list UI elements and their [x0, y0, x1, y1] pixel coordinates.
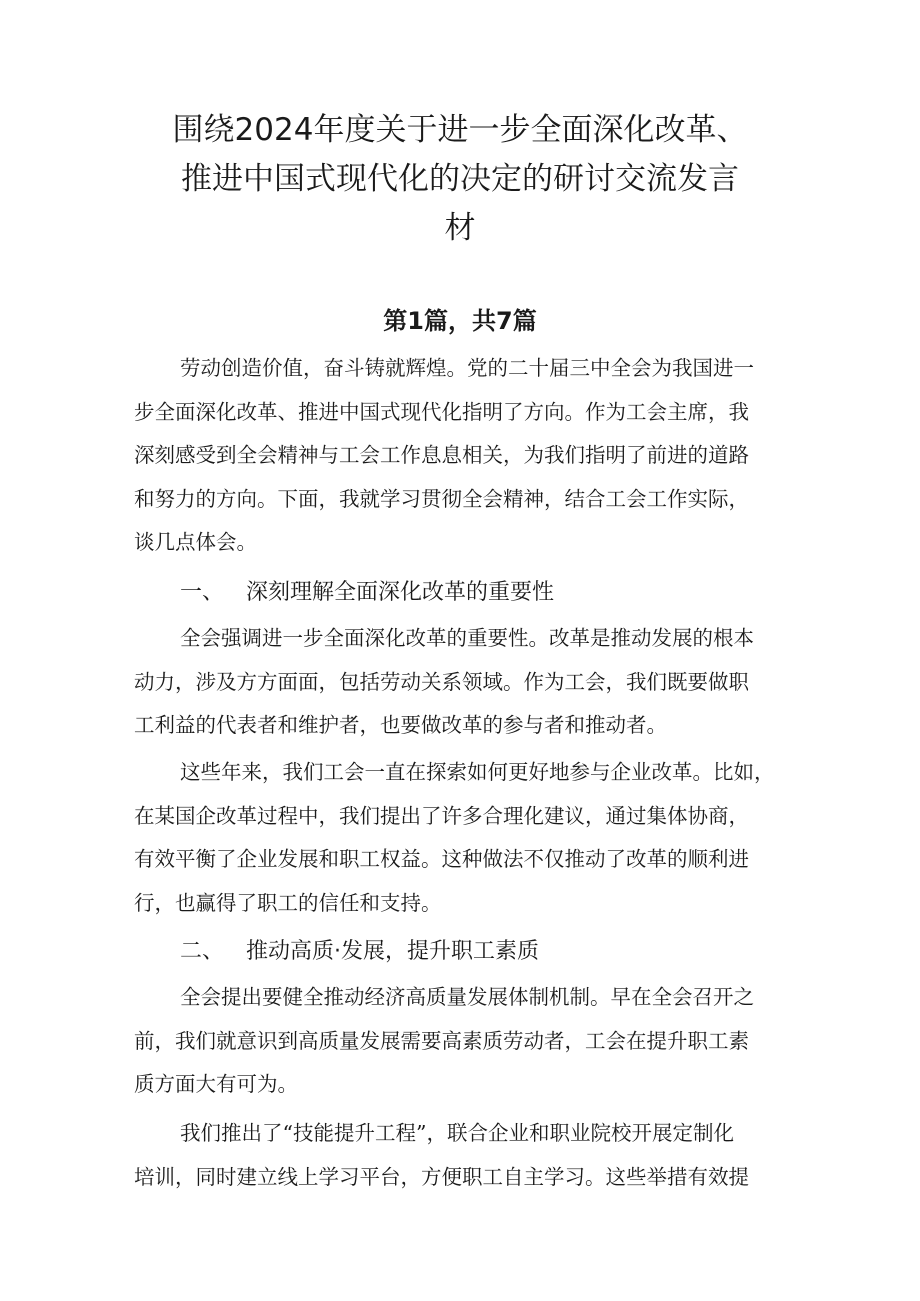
paragraph-line: 全会提出要健全推动经济高质量发展体制机制。早在全会召开之	[180, 985, 754, 1009]
paragraph-line: 谈几点体会。	[134, 530, 257, 554]
section-heading-2	[180, 932, 539, 972]
section-number: 一、	[180, 580, 225, 605]
paragraph-line: 劳动创造价值，奋斗铸就辉煌。党的二十届三中全会为我国进一	[180, 356, 754, 380]
title-line: 材	[444, 210, 476, 246]
paragraph-line: 在某国企改革过程中，我们提出了许多合理化建议，通过集体协商，	[134, 803, 749, 828]
paragraph-line: 和努力的方向。下面，我就学习贯彻全会精神，结合工会工作实际，	[134, 486, 749, 511]
title-line: 推进中国式现代化的决定的研讨交流发言	[181, 161, 739, 197]
paragraph-line: 工利益的代表者和维护者，也要做改革的参与者和推动者。	[134, 713, 667, 737]
section-title: 深刻理解全面深化改革的重要性	[246, 580, 555, 605]
paragraph-line: 质方面大有可为。	[134, 1072, 298, 1096]
document-subtitle: 第1篇，共7篇	[383, 307, 537, 335]
paragraph-skills-program	[134, 1112, 794, 1199]
section-heading-1	[180, 573, 554, 613]
paragraph-high-quality	[134, 976, 794, 1107]
paragraph-reform-importance	[134, 617, 794, 748]
paragraph-line: 深刻感受到全会精神与工会工作息息相关，为我们指明了前进的道路	[134, 443, 749, 467]
section-title: 推动高质·发展，提升职工素质	[246, 939, 539, 964]
paragraph-line: 全会强调进一步全面深化改革的重要性。改革是推动发展的根本	[180, 626, 754, 650]
paragraph-intro	[134, 347, 794, 565]
paragraph-union-practice	[134, 751, 794, 925]
section-number: 二、	[180, 939, 225, 964]
paragraph-line: 前，我们就意识到高质量发展需要高素质劳动者，工会在提升职工素	[134, 1028, 749, 1053]
paragraph-line: 我们推出了“技能提升工程”，联合企业和职业院校开展定制化	[180, 1121, 734, 1145]
paragraph-line: 有效平衡了企业发展和职工权益。这种做法不仅推动了改革的顺利进	[134, 847, 749, 871]
paragraph-line: 动力，涉及方方面面，包括劳动关系领域。作为工会，我们既要做职	[134, 669, 749, 694]
paragraph-line: 培训，同时建立线上学习平台，方便职工自主学习。这些举措有效提	[134, 1164, 749, 1189]
paragraph-line: 行，也赢得了职工的信任和支持。	[134, 890, 442, 915]
paragraph-line: 步全面深化改革、推进中国式现代化指明了方向。作为工会主席，我	[134, 399, 749, 424]
title-line: 围绕2024年度关于进一步全面深化改革、	[172, 112, 748, 148]
document-title	[120, 106, 800, 253]
paragraph-line: 这些年来，我们工会一直在探索如何更好地参与企业改革。比如，	[180, 760, 775, 784]
